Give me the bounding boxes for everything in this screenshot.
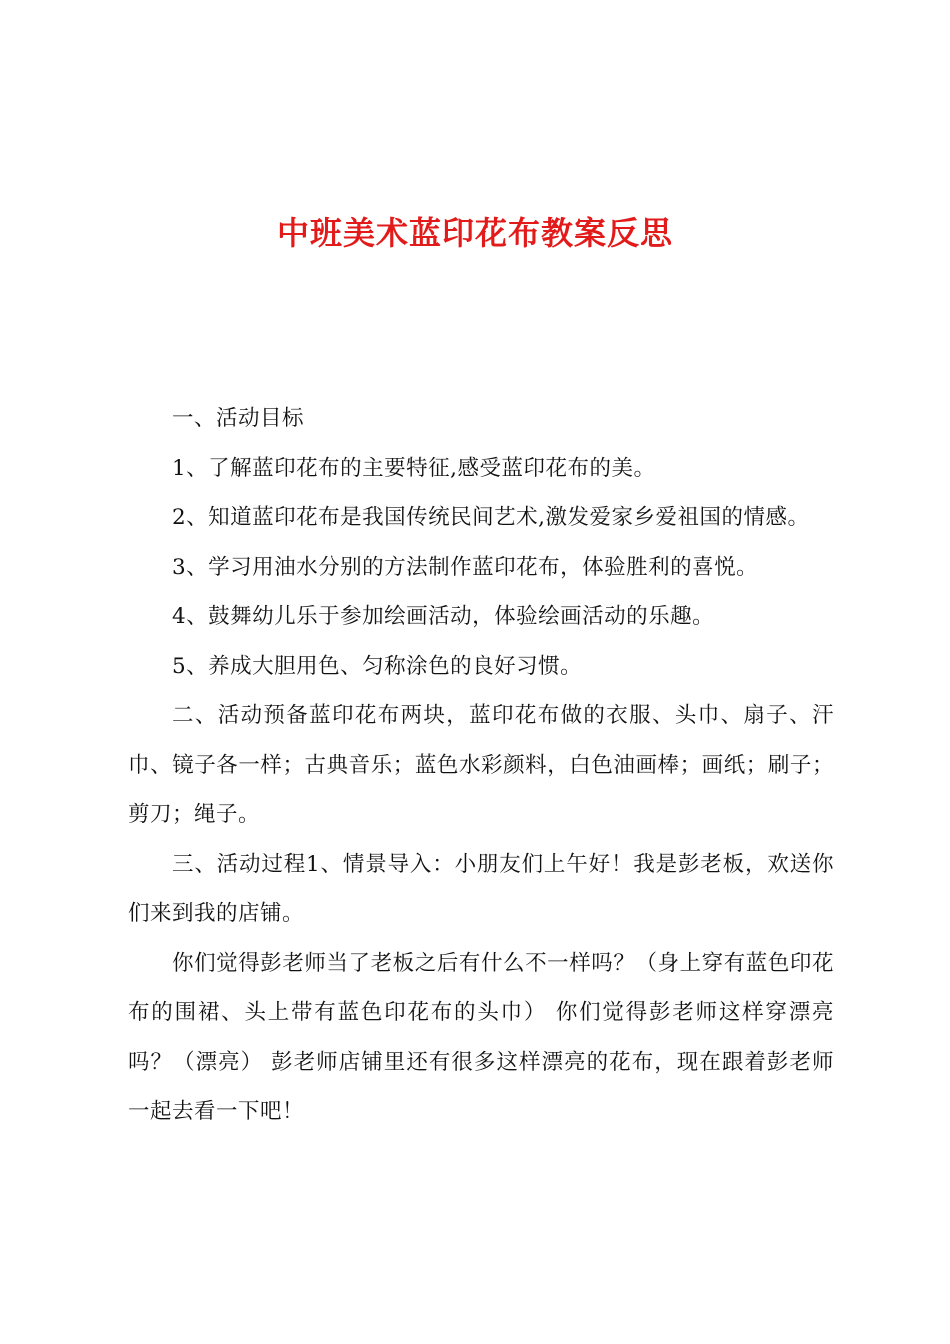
goal-item-1: 1、了解蓝印花布的主要特征,感受蓝印花布的美。 xyxy=(172,455,656,481)
document-title: 中班美术蓝印花布教案反思 xyxy=(276,214,673,252)
goal-item-2: 2、知道蓝印花布是我国传统民间艺术,激发爱家乡爱祖国的情感。 xyxy=(172,505,810,530)
document-body xyxy=(128,394,834,1137)
goal-item-3: 3、学习用油水分别的方法制作蓝印花布，体验胜利的喜悦。 xyxy=(172,554,759,580)
section-heading-goals: 一、活动目标 xyxy=(172,406,305,431)
goal-item-4: 4、鼓舞幼儿乐于参加绘画活动，体验绘画活动的乐趣。 xyxy=(172,604,715,629)
section-preparation: 二、活动预备蓝印花布两块，蓝印花布做的衣服、头巾、扇子、汗巾、镜子各一样；古典音乐；蓝色水彩颜料，白色油画棒；画纸；刷子；剪刀；绳子。 xyxy=(128,703,834,827)
goal-item-5: 5、养成大胆用色、匀称涂色的良好习惯。 xyxy=(172,653,583,679)
process-paragraph: 你们觉得彭老师当了老板之后有什么不一样吗？（身上穿有蓝色印花布的围裙、头上带有蓝色印花布的头巾） 你们觉得彭老师这样穿漂亮吗？（漂亮） 彭老师店铺里还有很多这样漂亮的花布，现在跟着彭老师一起去看一下吧！ xyxy=(128,950,834,1124)
section-process: 三、活动过程1、情景导入：小朋友们上午好！我是彭老板，欢送你们来到我的店铺。 xyxy=(128,851,834,926)
